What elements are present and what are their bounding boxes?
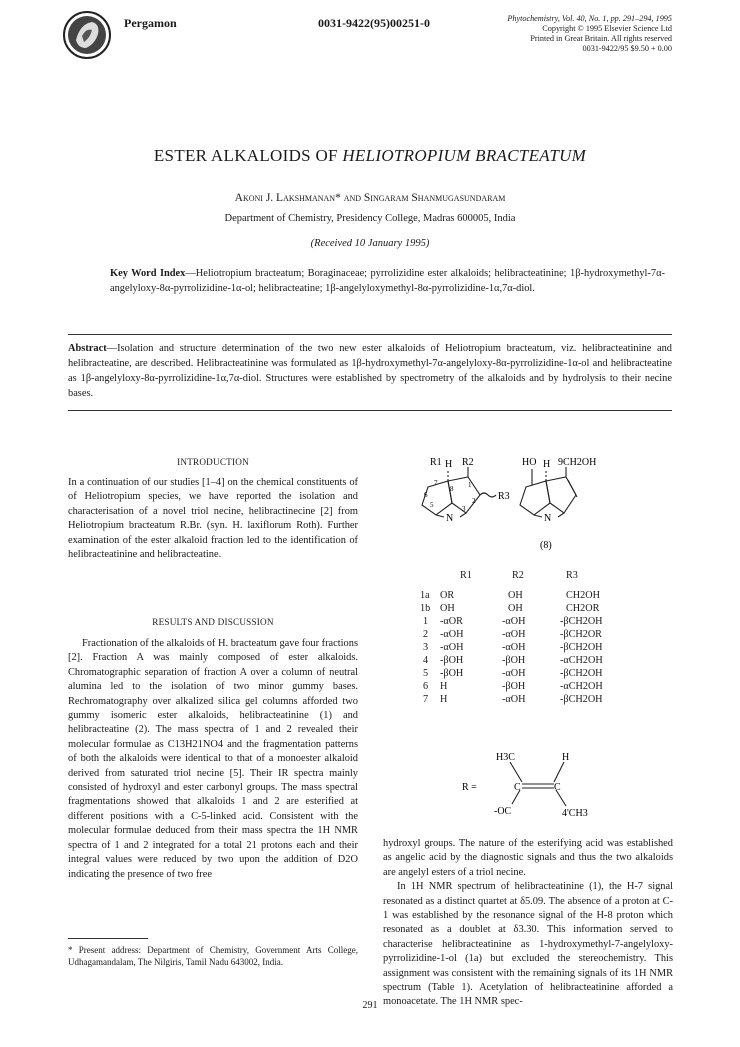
publisher-name: Pergamon — [124, 16, 177, 30]
table-cell: -βOH — [502, 655, 526, 666]
table-cell: OR — [440, 590, 455, 601]
table-cell: 1 — [423, 616, 429, 627]
table-cell: -αOH — [502, 629, 526, 640]
authors: Akoni J. Lakshmanan* and Singaram Shanmugasundaram — [234, 192, 506, 204]
table-cell: OH — [440, 603, 455, 614]
h-label-8: H — [543, 459, 551, 470]
atom-c: C — [554, 782, 561, 793]
angelyl-structure — [450, 740, 650, 830]
atom-number: 8 — [450, 485, 454, 493]
abstract-label: Abstract — [68, 343, 107, 354]
atom-number: 1 — [468, 481, 472, 489]
ch2oh-label: 9CH2OH — [558, 457, 597, 468]
table-header: R3 — [566, 570, 578, 581]
journal-line: Copyright © 1995 Elsevier Science Ltd — [542, 24, 672, 33]
ch3-label: 4'CH3 — [562, 808, 588, 819]
atom-number: 6 — [424, 491, 428, 499]
results-text-continued — [383, 837, 673, 1010]
section-heading-introduction: INTRODUCTION — [177, 457, 249, 467]
atom-number: 5 — [430, 501, 434, 509]
section-heading-results: RESULTS AND DISCUSSION — [152, 617, 274, 627]
atom-n: N — [446, 513, 454, 524]
table-cell: 6 — [423, 681, 429, 692]
table-cell: H — [440, 681, 448, 692]
article-code: 0031-9422(95)00251-0 — [318, 16, 430, 30]
r3-label: R3 — [498, 491, 510, 502]
divider — [68, 410, 672, 411]
atom-n-8: N — [544, 513, 552, 524]
table-cell: -βOH — [440, 655, 464, 666]
received-date: (Received 10 January 1995) — [310, 238, 430, 249]
title-plain: ESTER ALKALOIDS OF — [153, 146, 343, 165]
abstract-text: —Isolation and structure determination of the two new ester alkaloids of Heliotropium bracteatum, viz. helibracteatinine and helibracteatine, are described. Helibracteatinine was formulated as 1β-hydroxymethyl-7α-angelyloxy-8α-pyrrolizidine-1α-ol and helibracteatine as 1β-angelyloxy-8α-pyrrolizidine-1α,7α-diol. Structures were established by spectrometry of the alkaloids and by hydrolysis to their necine bases. — [68, 343, 672, 399]
title-italic: HELIOTROPIUM BRACTEATUM — [342, 146, 587, 165]
h-label: H — [445, 459, 453, 470]
table-cell: -αCH2OH — [560, 655, 603, 666]
results-text — [68, 637, 358, 882]
journal-info — [432, 14, 672, 54]
paper-title — [0, 146, 740, 166]
paragraph: In a continuation of our studies [1–4] on the chemical constituents of of Heliotropium species, we have reported the isolation and characterisation of a novel triol necine, helibractinecine [2] from Heliotropium bracteatum R.Br. (syn. H. laxiflorum Roth). Further examination of the ester alkaloid fraction led to the identification of helibracteatinine and helibracteatine. — [68, 477, 358, 561]
table-cell: -αOH — [502, 668, 526, 679]
oc-label: -OC — [494, 806, 512, 817]
table-cell: H — [440, 694, 448, 705]
keywords — [110, 266, 665, 296]
atom-number: 2 — [472, 497, 476, 505]
introduction-text — [68, 476, 358, 562]
table-cell: 1b — [420, 603, 431, 614]
table-cell: -αOH — [502, 616, 526, 627]
atom-number: 7 — [434, 479, 438, 487]
paragraph: Fractionation of the alkaloids of H. bracteatum gave four fractions [2]. Fraction A was mainly composed of ester alkaloids. Chromatographic separation of fraction A over a column of neutral alumina led to the isolation of two minor gummy bases. Rechromatography over alkalized silica gel columns afforded two gummy isomeric ester alkaloids, helibracteatinine (1) and helibracteatine (2). The mass spectra of 1 and 2 revealed their molecular formulae as C13H21NO4 and the fragmentation patterns of both the alkaloids were identical to that of a monoester alkaloid derived from saturated triol necine [5]. Their IR spectra mainly consisted of hydroxyl and ester carbonyl groups. The mass spectral fragmentations showed that alkaloids 1 and 2 are esterified at different positions with a C-5-linked acid. Consistent with the molecular formulae deduced from their mass spectra the 1H NMR spectra of 1 and 2 integrated for a total 21 protons each and their integral values were reduced by two upon the addition of D2O indicating the presence of two free — [68, 638, 358, 880]
table-cell: -αCH2OH — [560, 681, 603, 692]
table-cell: 4 — [423, 655, 429, 666]
table-cell: -αOH — [502, 642, 526, 653]
table-cell: -αOH — [440, 629, 464, 640]
abstract — [68, 341, 672, 401]
table-cell: -βCH2OR — [560, 629, 602, 640]
footnote-divider — [68, 938, 148, 939]
table-header: R2 — [512, 570, 524, 581]
r1-label: R1 — [430, 457, 442, 468]
table-cell: -βCH2OH — [560, 642, 603, 653]
compound-8-label: (8) — [540, 540, 552, 551]
paragraph: In 1H NMR spectrum of helibracteatinine (1), the H-7 signal resonated as a distinct quartet at δ5.09. The absence of a proton at C-1 was established by the resonance signal of the H-8 proton which resonated as a doublet at δ3.30. This information served to characterise helibracteatinine as 1-hydroxymethyl-7-angelyloxy-pyrrolizidine-1-ol (1a) but excluded the stereochemistry. This assignment was consistent with the remaining signals of its 1H NMR spectrum (Table 1). Acetylation of helibracteatinine afforded a monoacetate. The 1H NMR spec- — [383, 881, 673, 1008]
r-equals-label: R = — [462, 782, 477, 793]
paragraph: hydroxyl groups. The nature of the esterifying acid was established as angelic acid by the diagnostic signals and thus the two alkaloids are angelyl esters of a triol necine. — [383, 838, 673, 878]
table-cell: CH2OH — [566, 590, 600, 601]
table-cell: 2 — [423, 629, 429, 640]
table-cell: 7 — [423, 694, 429, 705]
keywords-text: —Heliotropium bracteatum; Boraginaceae; pyrrolizidine ester alkaloids; helibracteatinine; 1β-hydroxymethyl-7α-angelyloxy-8α-pyrrolizidine-1α-ol; helibracteatine; 1β-angelyloxymethyl-8α-pyrrolizidine-1α,7α-diol. — [110, 268, 665, 294]
ho-label: HO — [522, 457, 537, 468]
table-cell: -αOR — [440, 616, 463, 627]
table-cell: -βOH — [502, 681, 526, 692]
publisher-logo — [62, 10, 112, 60]
table-cell: 5 — [423, 668, 429, 679]
table-cell: OH — [508, 590, 523, 601]
journal-line: Phytochemistry, Vol. 40, No. 1, pp. 291–294, 1995 — [507, 14, 672, 23]
page-number: 291 — [362, 1000, 378, 1011]
h3c-label: H3C — [496, 752, 515, 763]
table-header: R1 — [460, 570, 472, 581]
affiliation: Department of Chemistry, Presidency College, Madras 600005, India — [224, 213, 516, 224]
divider — [68, 334, 672, 335]
pyrrolizidine-structures — [400, 455, 670, 555]
table-cell: -βCH2OH — [560, 616, 603, 627]
r2-label: R2 — [462, 457, 474, 468]
atom-number: 3 — [462, 505, 466, 513]
journal-line: 0031-9422/95 $9.50 + 0.00 — [582, 44, 672, 53]
table-cell: -βCH2OH — [560, 668, 603, 679]
table-cell: -βCH2OH — [560, 694, 603, 705]
table-cell: OH — [508, 603, 523, 614]
h-label-angelyl: H — [562, 752, 570, 763]
table-cell: CH2OR — [566, 603, 600, 614]
table-cell: -αOH — [440, 642, 464, 653]
table-cell: -αOH — [502, 694, 526, 705]
footnote: * Present address: Department of Chemistry, Government Arts College, Udhagamandalam, The Nilgiris, Tamil Nadu 643002, India. — [68, 945, 358, 967]
table-cell: 3 — [423, 642, 429, 653]
substituent-table — [420, 570, 670, 730]
keywords-label: Key Word Index — [110, 268, 186, 279]
table-cell: -βOH — [440, 668, 464, 679]
table-cell: 1a — [420, 590, 430, 601]
journal-line: Printed in Great Britain. All rights reserved — [530, 34, 672, 43]
atom-c: C — [514, 782, 521, 793]
